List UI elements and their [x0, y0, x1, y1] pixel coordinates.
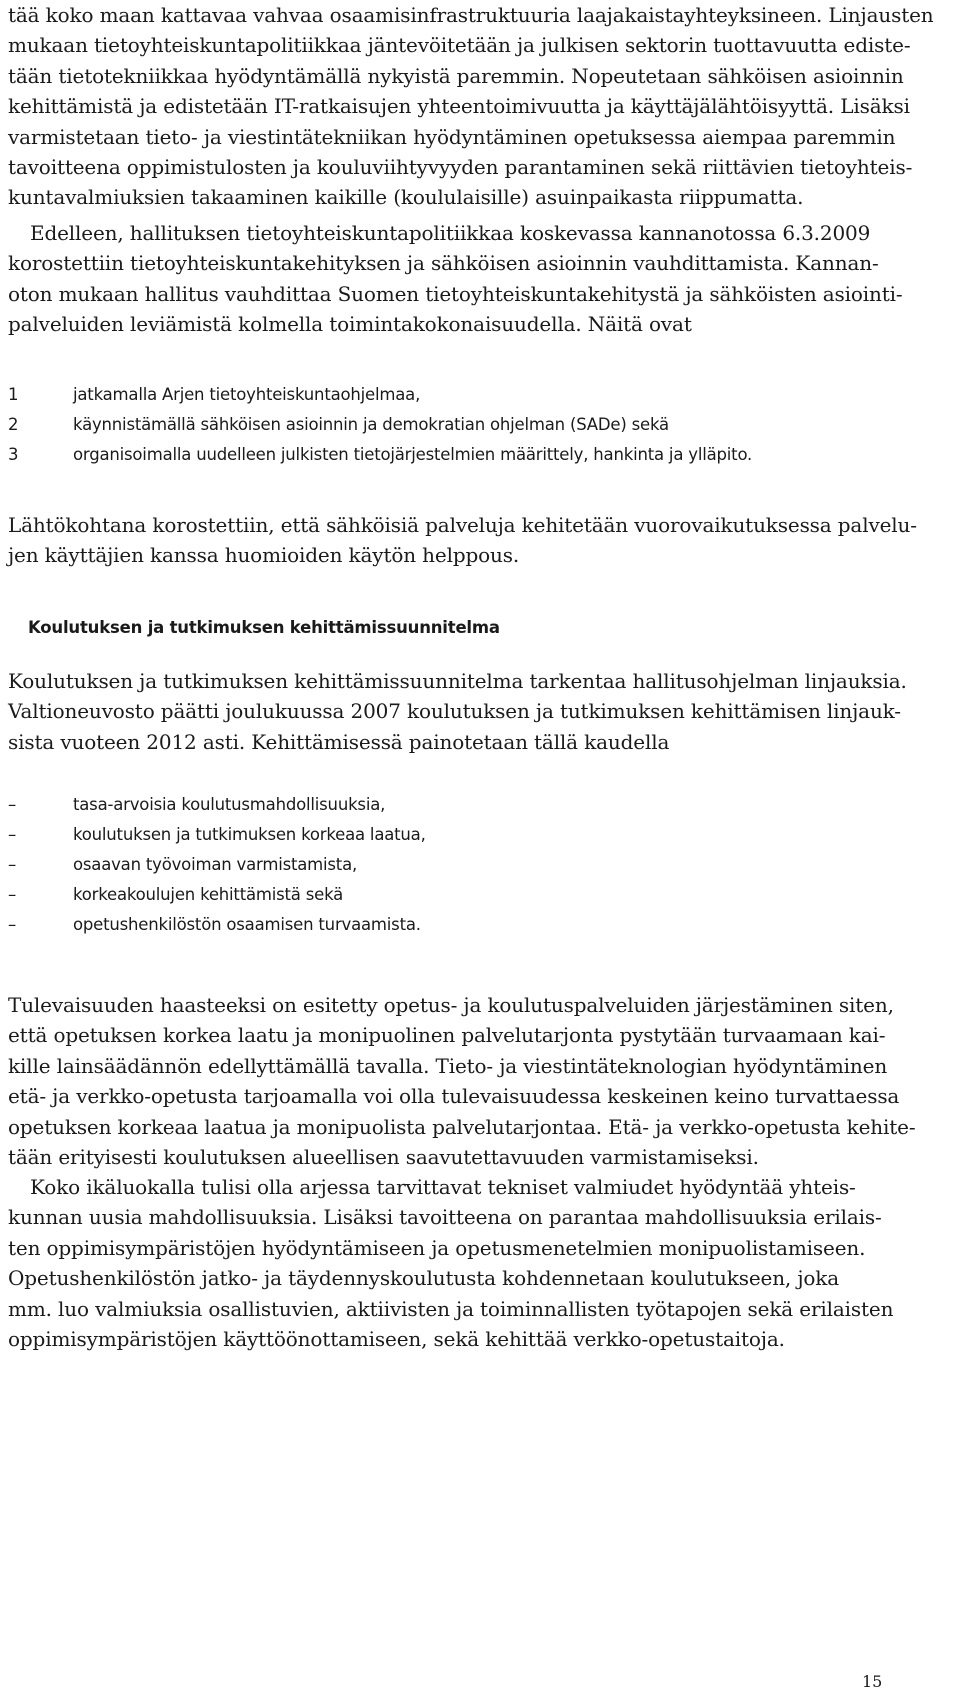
list-item: [8, 820, 888, 850]
dash-marker: –: [8, 885, 17, 904]
text-line: oppimisympäristöjen käyttöönottamiseen, sekä kehittää verkko-opetustaitoja.: [8, 1327, 785, 1352]
text-line: Tulevaisuuden haasteeksi on esitetty opetus- ja koulutuspalveluiden järjestäminen siten,: [8, 993, 894, 1017]
text-line: sista vuoteen 2012 asti. Kehittämisessä painotetaan tällä kaudella: [8, 729, 670, 754]
dash-marker: –: [8, 915, 17, 934]
list-item-text: koulutuksen ja tutkimuksen korkeaa laatua,: [73, 825, 426, 844]
list-number: 2: [8, 415, 19, 434]
list-item: [8, 410, 888, 440]
list-item: [8, 440, 888, 470]
text-line: Koulutuksen ja tutkimuksen kehittämissuunnitelma tarkentaa hallitusohjelman linjauksia.: [8, 669, 907, 693]
text-line: kuntavalmiuksien takaaminen kaikille (koululaisille) asuinpaikasta riippumatta.: [8, 185, 804, 210]
text-line: Valtioneuvosto päätti joulukuussa 2007 koulutuksen ja tutkimuksen kehittämisen linjauk-: [8, 699, 901, 724]
dash-marker: –: [8, 795, 17, 814]
list-item-text: jatkamalla Arjen tietoyhteiskuntaohjelmaa,: [73, 385, 421, 404]
text-line: ten oppimisympäristöjen hyödyntämiseen ja opetusmenetelmien monipuolistamiseen.: [8, 1235, 866, 1260]
list-item-text: korkeakoulujen kehittämistä sekä: [73, 885, 344, 904]
paragraph-age-group-skills: [8, 1172, 893, 1354]
text-line: Edelleen, hallituksen tietoyhteiskuntapolitiikkaa koskevassa kannanotossa 6.3.2009: [30, 221, 871, 245]
text-line: Opetushenkilöstön jatko- ja täydennyskoulutusta kohdennetaan koulutukseen, joka: [8, 1266, 840, 1291]
paragraph-starting-point: [8, 510, 917, 571]
list-item-text: organisoimalla uudelleen julkisten tietojärjestelmien määrittely, hankinta ja ylläpito.: [73, 445, 753, 464]
list-item-text: tasa-arvoisia koulutusmahdollisuuksia,: [73, 795, 386, 814]
text-line: kehittämistä ja edistetään IT-ratkaisujen yhteentoimivuutta ja käyttäjälähtöisyyttä. Lisäksi: [8, 94, 910, 119]
text-line: Lähtökohtana korostettiin, että sähköisiä palveluja kehitetään vuorovaikutuksessa palvelu-: [8, 513, 917, 537]
list-number: 1: [8, 385, 19, 404]
text-line: tavoitteena oppimistulosten ja kouluviihtyvyyden parantaminen sekä riittävien tietoyhteis-: [8, 155, 913, 180]
dash-marker: –: [8, 825, 17, 844]
text-line: että opetuksen korkea laatu ja monipuolinen palvelutarjonta pystytään turvaamaan kai-: [8, 1023, 886, 1048]
text-line: oton mukaan hallitus vauhdittaa Suomen tietoyhteiskuntakehitystä ja sähköisten asiointi-: [8, 281, 903, 306]
text-line: kunnan uusia mahdollisuuksia. Lisäksi tavoitteena on parantaa mahdollisuuksia erilais-: [8, 1205, 882, 1230]
list-item-text: osaavan työvoiman varmistamista,: [73, 855, 358, 874]
text-line: korostettiin tietoyhteiskuntakehityksen ja sähköisen asioinnin vauhdittamista. Kannan-: [8, 251, 879, 276]
text-line: varmistetaan tieto- ja viestintätekniikan hyödyntäminen opetuksessa aiempaa paremmin: [8, 124, 896, 149]
text-line: jen käyttäjien kanssa huomioiden käytön helppous.: [8, 543, 520, 568]
page-number: 15: [862, 1672, 883, 1691]
text-line: tää koko maan kattavaa vahvaa osaamisinfrastruktuuria laajakaistayhteyksineen. Linjausten: [8, 3, 934, 27]
dash-marker: –: [8, 855, 17, 874]
text-line: tään tietotekniikkaa hyödyntämällä nykyistä paremmin. Nopeutetaan sähköisen asioinnin: [8, 63, 904, 88]
text-line: etä- ja verkko-opetusta tarjoamalla voi olla tulevaisuudessa keskeinen keino turvattaessa: [8, 1084, 900, 1109]
list-item: [8, 850, 888, 880]
paragraph-development-plan: [8, 666, 907, 757]
list-item: [8, 910, 888, 940]
text-line: kille lainsäädännön edellyttämällä tavalla. Tieto- ja viestintäteknologian hyödyntäminen: [8, 1053, 888, 1078]
text-line: Koko ikäluokalla tulisi olla arjessa tarvittavat tekniset valmiudet hyödyntää yhteis-: [30, 1175, 856, 1199]
paragraph-intro-continued: [8, 0, 934, 213]
paragraph-future-challenges: [8, 990, 915, 1172]
dash-list: [8, 790, 888, 940]
text-line: tään erityisesti koulutuksen alueellisen saavutettavuuden varmistamiseksi.: [8, 1145, 759, 1170]
list-item: [8, 790, 888, 820]
list-item: [8, 380, 888, 410]
paragraph-government-statement: [8, 218, 903, 340]
list-item-text: opetushenkilöstön osaamisen turvaamista.: [73, 915, 421, 934]
text-line: palveluiden leviämistä kolmella toimintakokonaisuudella. Näitä ovat: [8, 312, 692, 337]
numbered-list: [8, 380, 888, 470]
list-number: 3: [8, 445, 19, 464]
text-line: opetuksen korkeaa laatua ja monipuolista palvelutarjontaa. Etä- ja verkko-opetusta kehite-: [8, 1114, 916, 1139]
text-line: mm. luo valmiuksia osallistuvien, aktiivisten ja toiminnallisten työtapojen sekä erilaisten: [8, 1296, 894, 1321]
list-item-text: käynnistämällä sähköisen asioinnin ja demokratian ohjelman (SADe) sekä: [73, 415, 669, 434]
text-line: mukaan tietoyhteiskuntapolitiikkaa jäntevöitetään ja julkisen sektorin tuottavuutta ediste-: [8, 33, 911, 58]
section-heading: Koulutuksen ja tutkimuksen kehittämissuunnitelma: [28, 618, 500, 637]
list-item: [8, 880, 888, 910]
